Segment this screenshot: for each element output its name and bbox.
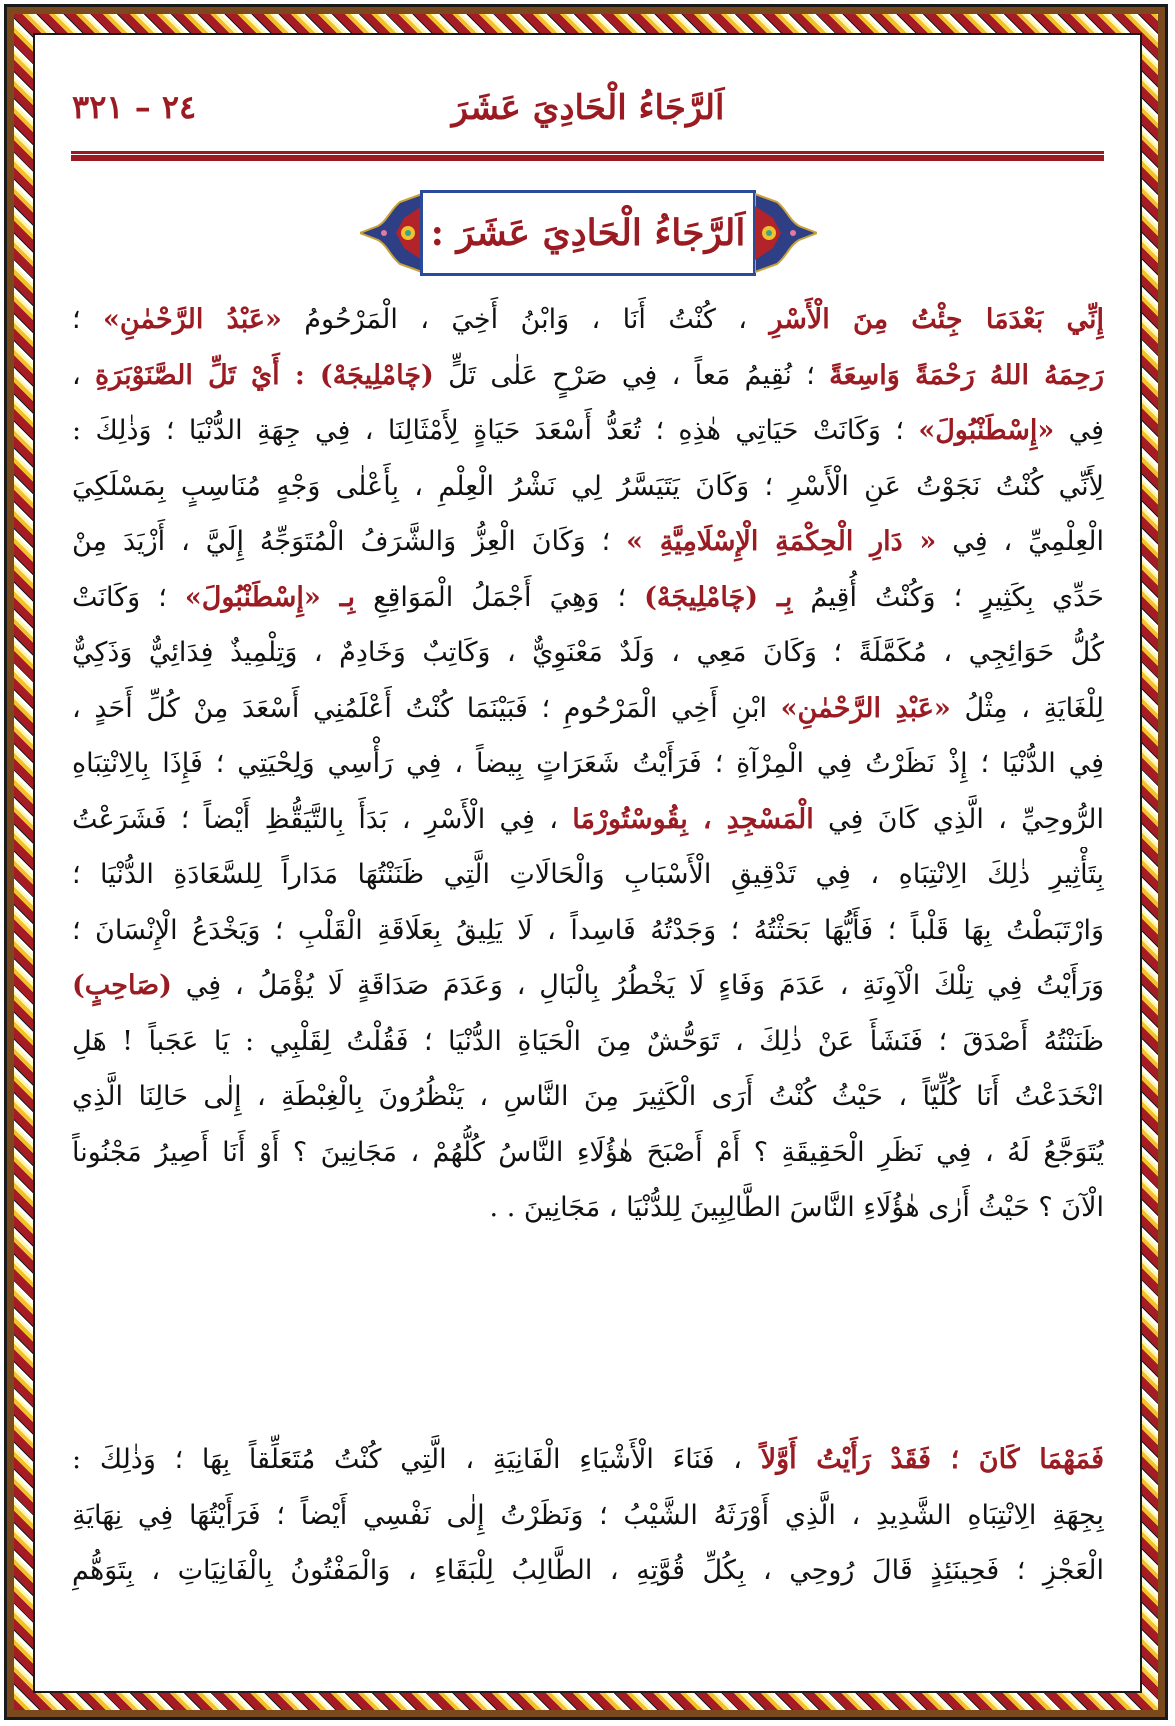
- highlighted-phrase: «عَبْدُ الرَّحْمٰنِ»: [103, 304, 282, 335]
- text-line: [72, 1125, 1104, 1181]
- text-run: انْخَدَعْتُ أَنَا كُلِّيّاً ، حَيْثُ كُنْتُ أَرَى الْكَثِيرَ مِنَ النَّاسِ ، يَنْظُرُونَ بِالْغِبْطَةِ ، إِلٰى حَالِنَا الَّذِي: [72, 1081, 1104, 1112]
- text-run: ؛ نُقِيمُ مَعاً ، فِي صَرْحٍ عَلٰى تَلٍّ: [433, 359, 830, 391]
- text-line: [72, 403, 1104, 459]
- text-run: الْعِلْمِيِّ ، فِي: [936, 526, 1104, 557]
- text-line: [72, 736, 1104, 792]
- highlighted-phrase: رَحِمَهُ اللهُ رَحْمَةً وَاسِعَةً: [829, 359, 1104, 391]
- paragraph-2: [72, 1432, 1104, 1599]
- highlighted-phrase: إِنِّي بَعْدَمَا جِئْتُ مِنَ الْأَسْرِ: [769, 304, 1104, 335]
- title-ornament-right-icon: [755, 192, 817, 274]
- text-line: [72, 1069, 1104, 1125]
- header-page-reference: ٢٤ – ٣٢١: [72, 88, 197, 126]
- text-run: ؛ وَكَانَتْ حَيَاتِي هٰذِهِ ؛ تُعَدُّ أَسْعَدَ حَيَاةٍ لِأَمْثَالِنَا ، فِي جِهَةِ الدُّنْيَا ؛ وَذٰلِكَ :: [72, 415, 919, 446]
- text-line: [72, 570, 1104, 626]
- text-run: ، فَنَاءَ الْأَشْيَاءِ الْفَانِيَةِ ، الَّتِي كُنْتُ مُتَعَلِّقاً بِهَا ؛ وَذٰلِكَ :: [72, 1444, 761, 1475]
- text-line: [72, 625, 1104, 681]
- header-separator-thin: [71, 151, 1104, 154]
- text-run: ظَنَنْتُهُ أَصْدَقَ ؛ فَنَشَأَ عَنْ ذٰلِكَ ، تَوَحُّشٌ مِنَ الْحَيَاةِ الدُّنْيَا ؛ فَقُلْتُ لِقَلْبِي : يَا عَجَباً ! هَلِ: [72, 1025, 1104, 1057]
- text-line: [72, 1014, 1104, 1070]
- text-run: بِجِهَةِ الِانْتِبَاهِ الشَّدِيدِ ، الَّذِي أَوْرَثَهُ الشَّيْبُ ؛ وَنَظَرْتُ إِلٰى نَفْسِي أَيْضاً ؛ فَرَأَيْتُهَا فِي نِهَايَةِ: [72, 1499, 1104, 1531]
- title-ornament-left-icon: [360, 192, 422, 274]
- text-run: الْآنَ ؟ حَيْثُ أَرٰى هٰؤُلَاءِ النَّاسَ الطَّالِبِينَ لِلدُّنْيَا ، مَجَانِينَ . .: [489, 1192, 1104, 1223]
- section-title-box: [420, 190, 756, 276]
- highlighted-phrase: فَمَهْمَا كَانَ ؛ فَقَدْ رَأَيْتُ أَوَّلاً: [760, 1444, 1104, 1475]
- paragraph-1: [72, 292, 1104, 1236]
- text-run: بِتَأْثِيرِ ذٰلِكَ الِانْتِبَاهِ ، فِي تَدْقِيقِ الْأَسْبَابِ وَالْحَالَاتِ الَّتِي ظَنَنْتُهَا مَدَاراً لِلسَّعَادَةِ الدُّنْيَا ؛: [72, 859, 1104, 890]
- text-run: وَارْتَبَطْتُ بِهَا قَلْباً ؛ فَأَيُّهَا بَحَثْتُهُ ؛ وَجَدْتُهُ فَاسِداً ، لَا يَلِيقُ بِعَلَاقَةِ الْقَلْبِ ؛ وَيَخْدَعُ الْإِنْسَانَ ؛: [72, 914, 1104, 946]
- text-run: ؛ وَكَانَ الْعِزُّ وَالشَّرَفُ الْمُتَوَجِّهُ إِلَيَّ ، أَزْيَدَ مِنْ: [72, 526, 627, 557]
- text-run: يُتَوَجَّعُ لَهُ ، فِي نَظَرِ الْحَقِيقَةِ ؟ أَمْ أَصْبَحَ هٰؤُلَاءِ النَّاسُ كُلُّهُمْ ، مَجَانِينَ ؟ أَوْ أَنَا أَصِيرُ مَجْنُوناً: [72, 1136, 1104, 1168]
- text-line: [72, 292, 1104, 348]
- running-header: [72, 88, 1104, 138]
- text-line: [72, 847, 1104, 903]
- highlighted-phrase: (صَاحِبٍ): [72, 970, 172, 1001]
- text-line: [72, 1432, 1104, 1488]
- highlighted-phrase: (چَامْلِيجَهْ) : أَيْ تَلِّ الصَّنَوْبَرَةِ: [95, 359, 434, 391]
- text-run: ؛ وَكَانَتْ: [72, 581, 185, 613]
- header-separator-thick: [71, 155, 1104, 161]
- text-line: [72, 681, 1104, 737]
- text-line: [72, 958, 1104, 1014]
- text-line: [72, 792, 1104, 848]
- text-run: ، كُنْتُ أَنَا ، وَابْنُ أَخِيَ ، الْمَرْحُومُ: [281, 304, 770, 335]
- highlighted-phrase: بِـ «إِسْطَنْبُولَ»: [184, 581, 356, 613]
- text-run: ؛: [72, 304, 103, 335]
- text-run: ؛ وَهِيَ أَجْمَلُ الْمَوَاقِعِ: [355, 581, 645, 613]
- text-run: ، فِي الْأَسْرِ ، بَدَأَ بِالتَّيَقُّظِ أَيْضاً ؛ فَشَرَعْتُ: [72, 803, 573, 835]
- text-line: [72, 1543, 1104, 1599]
- text-run: ،: [72, 359, 96, 391]
- highlighted-phrase: الْمَسْجِدِ ، بِقُوسْتُورْمَا: [572, 803, 814, 835]
- text-line: [72, 459, 1104, 515]
- text-line: [72, 514, 1104, 570]
- text-run: ابْنِ أَخِي الْمَرْحُومِ ؛ فَبَيْنَمَا كُنْتُ أَعْلَمُنِي أَسْعَدَ مِنْ كُلِّ أَحَدٍ ،: [72, 692, 781, 724]
- text-run: لِأَنِّي كُنْتُ نَجَوْتُ عَنِ الْأَسْرِ ؛ وَكَانَ يَتَيَسَّرُ لِي نَشْرُ الْعِلْمِ ، بِأَعْلٰى وَجْهٍ مُنَاسِبٍ بِمَسْلَكِيَ: [72, 470, 1104, 502]
- header-title: اَلرَّجَاءُ الْحَادِيَ عَشَرَ: [451, 88, 725, 128]
- highlighted-phrase: «إِسْطَنْبُولَ»: [918, 415, 1055, 446]
- highlighted-phrase: «عَبْدِ الرَّحْمٰنِ»: [780, 692, 951, 724]
- text-line: [72, 903, 1104, 959]
- text-run: الْعَجْزِ ؛ فَحِينَئِذٍ قَالَ رُوحِي ، بِكُلِّ قُوَّتِهِ ، الطَّالِبُ لِلْبَقَاءِ ، وَالْمَفْتُونُ بِالْفَانِيَاتِ ، بِتَوَهُّمِ: [72, 1555, 1104, 1586]
- text-run: لِلْغَايَةِ ، مِثْلُ: [950, 692, 1104, 724]
- text-run: فِي الدُّنْيَا ؛ إِذْ نَظَرْتُ فِي الْمِرْآةِ ؛ فَرَأَيْتُ شَعَرَاتٍ بِيضاً ، فِي رَأْسِي وَلِحْيَتِي ؛ فَإِذَا بِالِانْتِبَاهِ: [72, 748, 1104, 779]
- highlighted-phrase: « دَارِ الْحِكْمَةِ الْإِسْلَامِيَّةِ »: [626, 526, 937, 557]
- text-run: الرُّوحِيِّ ، الَّذِي كَانَ فِي: [813, 803, 1104, 835]
- text-run: وَرَأَيْتُ فِي تِلْكَ الْآوِنَةِ ، عَدَمَ وَفَاءٍ لَا يَخْطُرُ بِالْبَالِ ، وَعَدَمَ صَدَاقَةٍ لَا يُؤْمَلُ ، فِي: [171, 970, 1104, 1001]
- text-line: [72, 1488, 1104, 1544]
- text-line: [72, 348, 1104, 404]
- text-run: حَدِّي بِكَثِيرٍ ؛ وَكُنْتُ أُقِيمُ: [792, 581, 1104, 613]
- section-title: اَلرَّجَاءُ الْحَادِيَ عَشَرَ :: [430, 212, 746, 254]
- text-run: فِي: [1054, 415, 1104, 446]
- text-run: كُلُّ حَوَائِجِي ، مُكَمَّلَةً ؛ وَكَانَ مَعِي ، وَلَدٌ مَعْنَوِيٌّ ، وَكَاتِبٌ وَخَادِمٌ ، وَتِلْمِيذٌ فِدَائِيٌّ وَذَكِيٌّ: [72, 637, 1104, 668]
- highlighted-phrase: بِـ (چَامْلِيجَهْ): [644, 581, 793, 613]
- text-line: [72, 1180, 1104, 1236]
